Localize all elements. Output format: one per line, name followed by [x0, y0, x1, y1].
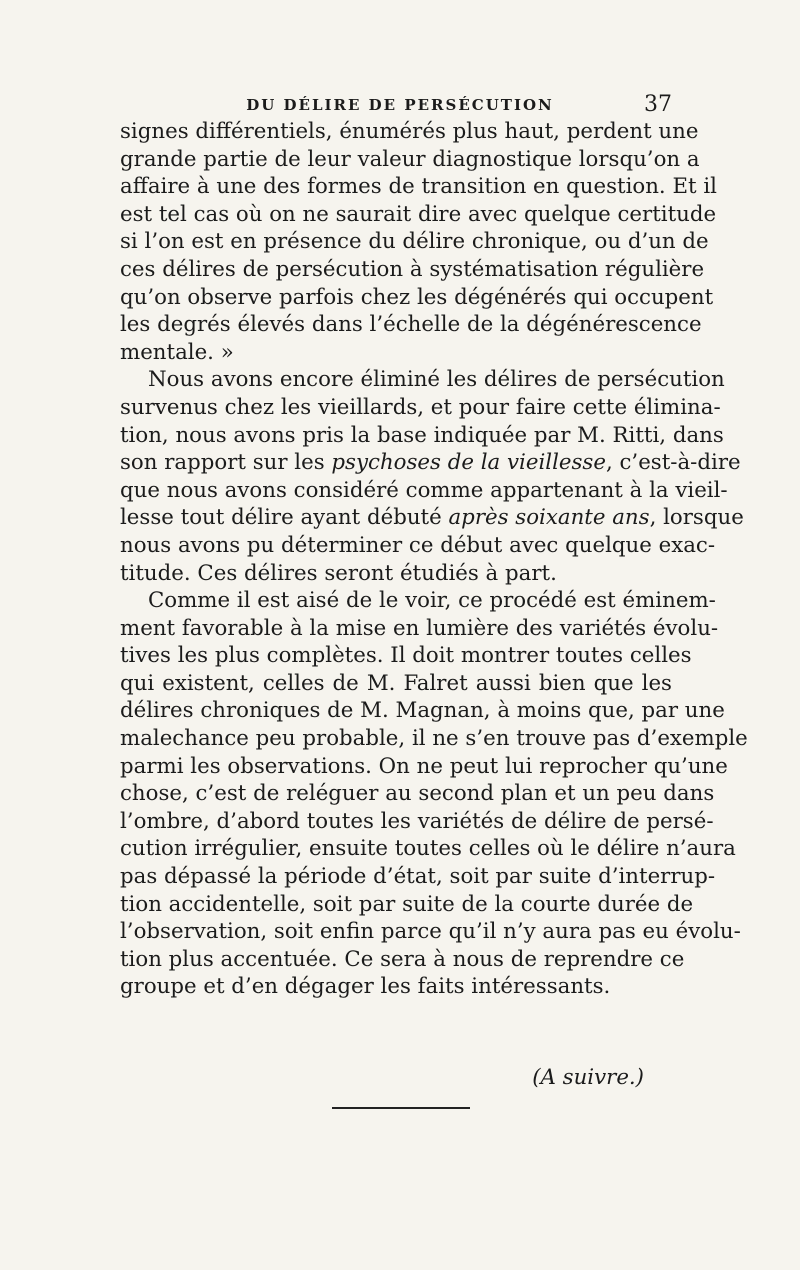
text-run: son rapport sur les — [120, 450, 332, 476]
text-line: Comme il est aisé de le voir, ce procédé est éminem- — [148, 588, 716, 614]
text-line: est tel cas où on ne saurait dire avec quelque certitude — [120, 201, 717, 227]
text-line: l’ombre, d’abord toutes les variétés de délire de persé- — [120, 808, 714, 834]
text-line: si l’on est en présence du délire chronique, ou d’un de — [120, 229, 709, 255]
text-line: parmi les observations. On ne peut lui reprocher qu’une — [120, 753, 728, 779]
text-line: tion plus accentuée. Ce sera à nous de reprendre ce — [120, 946, 685, 972]
text-line: tives les plus complètes. Il doit montrer toutes celles — [120, 643, 692, 669]
text-line: grande partie de leur valeur diagnostique lorsqu’on a — [120, 146, 700, 172]
text-line: délires chroniques de M. Magnan, à moins que, par une — [120, 698, 725, 724]
text-line: Nous avons encore éliminé les délires de persécution — [148, 367, 725, 393]
text-line: chose, c’est de reléguer au second plan et un peu dans — [120, 781, 715, 807]
text-line: survenus chez les vieillards, et pour faire cette élimina- — [120, 394, 721, 420]
running-head — [120, 92, 680, 118]
text-run: , lorsque — [649, 505, 744, 531]
text-line: tion accidentelle, soit par suite de la courte durée de — [120, 891, 694, 917]
italic-run: psychoses de la vieillesse — [331, 450, 606, 476]
text-line: qui existent, celles de M. Falret aussi bien que les — [120, 670, 672, 696]
closing-rule — [332, 1107, 470, 1109]
body-text — [120, 118, 748, 1001]
text-line: titude. Ces délires seront étudiés à part. — [120, 560, 557, 586]
running-title: DU DÉLIRE DE PERSÉCUTION — [246, 96, 554, 114]
text-line: que nous avons considéré comme appartenant à la vieil- — [120, 477, 728, 503]
to-be-continued: (A suivre.) — [532, 1065, 644, 1090]
text-line: mentale. » — [120, 339, 234, 365]
text-line: ces délires de persécution à systématisation régulière — [120, 256, 705, 282]
text-line: malechance peu probable, il ne s’en trouve pas d’exemple — [120, 726, 748, 752]
page-number: 37 — [644, 92, 672, 117]
text-line: pas dépassé la période d’état, soit par suite d’interrup- — [120, 864, 716, 890]
text-line: ment favorable à la mise en lumière des variétés évolu- — [120, 615, 719, 641]
text-line: groupe et d’en dégager les faits intéressants. — [120, 974, 611, 1000]
text-run: , c’est-à-dire — [605, 450, 741, 476]
italic-run: après soixante ans — [448, 505, 650, 531]
text-line: signes différentiels, énumérés plus haut, perdent une — [120, 119, 699, 144]
text-line: tion, nous avons pris la base indiquée par M. Ritti, dans — [120, 422, 724, 448]
text-line-with-emphasis — [120, 504, 744, 532]
text-line: cution irrégulier, ensuite toutes celles où le délire n’aura — [120, 836, 736, 862]
text-line: les degrés élevés dans l’échelle de la dégénérescence — [120, 312, 702, 338]
text-line: nous avons pu déterminer ce début avec quelque exac- — [120, 532, 716, 558]
text-line: affaire à une des formes de transition en question. Et il — [120, 174, 717, 200]
text-run: lesse tout délire ayant débuté — [120, 505, 449, 531]
text-line: l’observation, soit enfin parce qu’il n’y aura pas eu évolu- — [120, 919, 741, 945]
text-line-with-emphasis — [120, 449, 741, 477]
text-line: qu’on observe parfois chez les dégénérés qui occupent — [120, 284, 714, 310]
